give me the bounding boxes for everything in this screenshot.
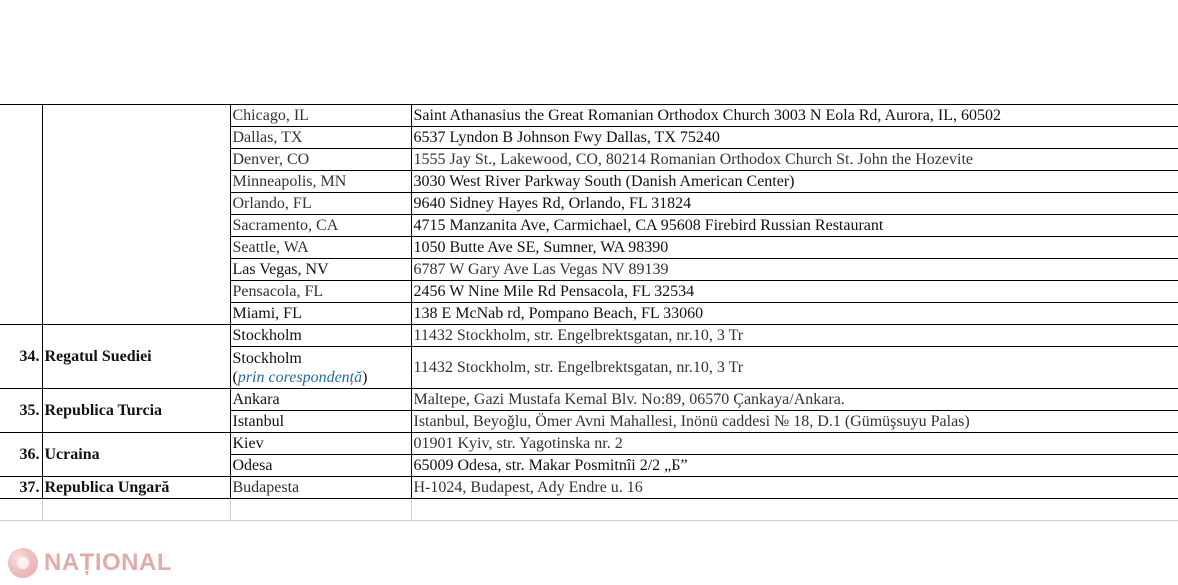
row-number-cell: 35.	[0, 389, 42, 433]
national-watermark-logo	[8, 548, 172, 578]
city-cell: Miami, FL	[230, 303, 411, 325]
address-cell: 11432 Stockholm, str. Engelbrektsgatan, nr.10, 3 Tr	[411, 325, 1178, 347]
city-cell: Sacramento, CA	[230, 215, 411, 237]
city-cell: Seattle, WA	[230, 237, 411, 259]
address-cell: H-1024, Budapest, Ady Endre u. 16	[411, 477, 1178, 499]
city-cell: Stockholm	[230, 325, 411, 347]
city-cell: Ankara	[230, 389, 411, 411]
correspondence-link[interactable]: prin corespondență	[237, 368, 363, 386]
row-number-cell	[0, 105, 42, 325]
logo-text: NAȚIONAL	[44, 549, 172, 576]
city-cell: Odesa	[230, 455, 411, 477]
address-cell: 9640 Sidney Hayes Rd, Orlando, FL 31824	[411, 193, 1178, 215]
address-cell: 4715 Manzanita Ave, Carmichael, CA 95608 Firebird Russian Restaurant	[411, 215, 1178, 237]
address-cell: 1050 Butte Ave SE, Sumner, WA 98390	[411, 237, 1178, 259]
country-cell	[42, 105, 230, 325]
city-cell: Orlando, FL	[230, 193, 411, 215]
country-cell: Republica Turcia	[42, 389, 230, 433]
table-row	[0, 325, 1178, 347]
embassy-address-table	[0, 104, 1178, 521]
city-cell: Dallas, TX	[230, 127, 411, 149]
city-note-close: )	[362, 368, 368, 386]
city-name: Stockholm	[232, 349, 302, 367]
row-number-cell: 36.	[0, 433, 42, 477]
address-cell: 138 E McNab rd, Pompano Beach, FL 33060	[411, 303, 1178, 325]
row-number-cell: 37.	[0, 477, 42, 499]
city-cell: Istanbul	[230, 411, 411, 433]
national-logo-icon	[8, 548, 38, 578]
address-cell: 6537 Lyndon B Johnson Fwy Dallas, TX 75240	[411, 127, 1178, 149]
address-cell: Maltepe, Gazi Mustafa Kemal Blv. No:89, 06570 Çankaya/Ankara.	[411, 389, 1178, 411]
city-cell: Minneapolis, MN	[230, 171, 411, 193]
address-cell: 2456 W Nine Mile Rd Pensacola, FL 32534	[411, 281, 1178, 303]
address-cell: 1555 Jay St., Lakewood, CO, 80214 Romanian Orthodox Church St. John the Hozevite	[411, 149, 1178, 171]
city-cell	[230, 347, 411, 389]
table-row	[0, 105, 1178, 127]
city-cell: Budapesta	[230, 477, 411, 499]
address-cell: Istanbul, Beyoğlu, Ömer Avni Mahallesi, Inönü caddesi № 18, D.1 (Gümüşsuyu Palas)	[411, 411, 1178, 433]
address-cell: 65009 Odesa, str. Makar Posmitnîi 2/2 „Б”	[411, 455, 1178, 477]
address-cell: 01901 Kyiv, str. Yagotinska nr. 2	[411, 433, 1178, 455]
row-number-cell: 34.	[0, 325, 42, 389]
empty-cell	[411, 499, 1178, 521]
city-note-open: (	[232, 368, 238, 386]
address-cell: Saint Athanasius the Great Romanian Orthodox Church 3003 N Eola Rd, Aurora, IL, 60502	[411, 105, 1178, 127]
address-cell: 11432 Stockholm, str. Engelbrektsgatan, nr.10, 3 Tr	[411, 347, 1178, 389]
empty-cell	[42, 499, 230, 521]
table-row	[0, 389, 1178, 411]
city-cell: Chicago, IL	[230, 105, 411, 127]
empty-cell	[230, 499, 411, 521]
country-cell: Regatul Suediei	[42, 325, 230, 389]
address-cell: 6787 W Gary Ave Las Vegas NV 89139	[411, 259, 1178, 281]
city-cell: Pensacola, FL	[230, 281, 411, 303]
city-cell: Denver, CO	[230, 149, 411, 171]
country-cell: Ucraina	[42, 433, 230, 477]
empty-cell	[0, 499, 42, 521]
address-cell: 3030 West River Parkway South (Danish American Center)	[411, 171, 1178, 193]
table-row-empty	[0, 499, 1178, 521]
country-cell: Republica Ungară	[42, 477, 230, 499]
city-cell: Las Vegas, NV	[230, 259, 411, 281]
table-row	[0, 433, 1178, 455]
table-row	[0, 477, 1178, 499]
city-cell: Kiev	[230, 433, 411, 455]
